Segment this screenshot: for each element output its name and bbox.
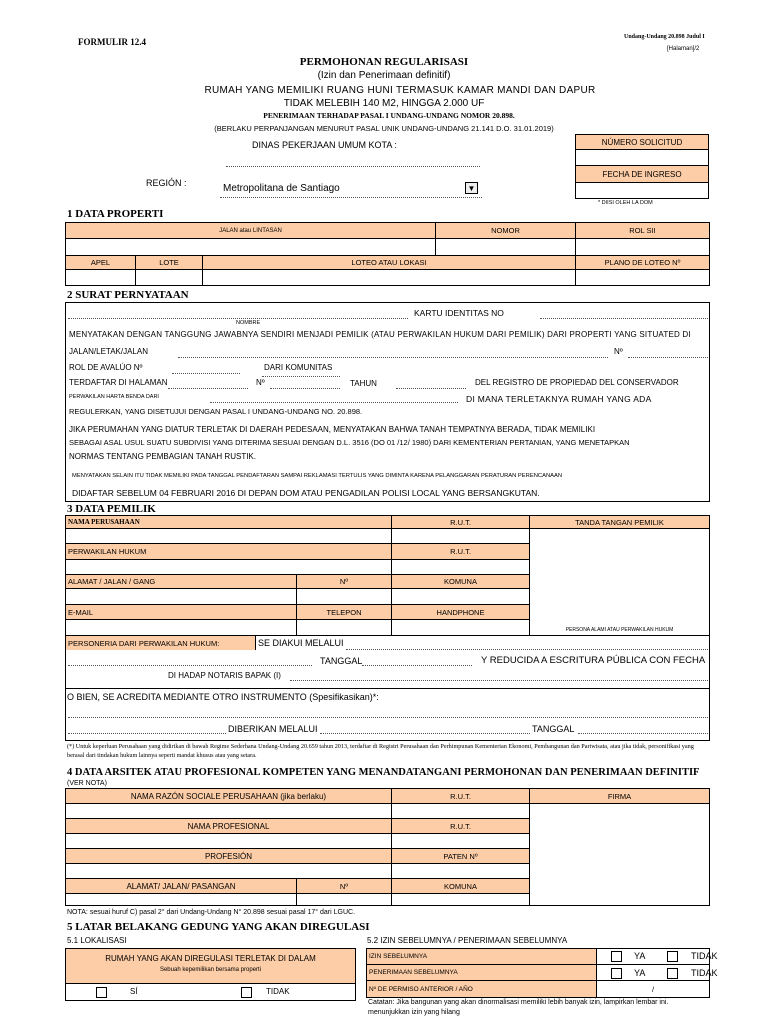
rol-avaluo-line[interactable] [172,373,240,374]
rol-avaluo-label: ROL DE AVALÚO Nº [69,363,143,372]
nama-profesional-field[interactable] [66,834,392,849]
apel-field[interactable] [66,270,136,285]
form-subtitle: (Izin dan Penerimaan definitif) [317,70,451,81]
page-number: [Halaman]/2 [667,46,700,52]
alamat-header-4: ALAMAT/ JALAN/ PASANGAN [66,879,297,894]
kartu-label: KARTU IDENTITAS NO [414,308,504,318]
diisi-note: * DIISI OLEH LA DOM [598,200,653,206]
terdaftar-label: TERDAFTAR DI HALAMAN [69,378,168,387]
komuna-header-4: KOMUNA [392,879,530,894]
perwakilan-label: PERWAKILAN HARTA BENDA DARI [69,394,159,400]
rut-header: R.U.T. [392,516,530,529]
rut2-field-4[interactable] [392,834,530,849]
jika-text-2: SEBAGAI ASAL USUL SUATU SUBDIVISI YANG DITERIMA SESUAI DENGAN D.L. 3516 (DO 01 /12/ 1980) DARI KEMENTERIAN PERTANIAN, YANG MENETAPKAN [69,438,630,447]
komuna-field-4[interactable] [392,894,530,905]
property-table [65,222,710,286]
kepemilikan-label: Sebuah kepemilikan bersama properti [159,967,262,973]
kartu-line[interactable] [540,318,708,319]
no2-line[interactable] [270,388,340,389]
didaftar-text: DIDAFTAR SEBELUM 04 FEBRUARI 2016 DI DEPAN DOM ATAU PENGADILAN POLISI LOCAL YANG BERSANGKUTAN. [72,488,540,498]
owner-table [65,515,710,741]
diakui-label: SE DIAKUI MELALUI [258,638,344,648]
instrumento-line[interactable] [68,717,708,718]
izin-tidak-checkbox[interactable] [667,951,678,962]
lokalisasi-box [65,948,356,984]
catatan-line-2: menunjukkan izin yang hilang [368,1009,460,1016]
penerimaan-tidak-checkbox[interactable] [667,968,678,979]
catatan-line-1: Catatan: Jika bangunan yang akan dinormalisasi memiliki lebih banyak izin, lampirkan lembar ini. [368,999,669,1006]
obien-label: O BIEN, SE ACREDITA MEDIANTE OTRO INSTRUMENTO (Spesifikasikan)*: [67,692,379,702]
region-label: REGIÓN : [146,178,187,188]
numero-solicitud-field[interactable] [575,149,709,166]
lote-field[interactable] [136,270,203,285]
rol-header: ROL SII [576,223,709,239]
jika-text-1: JIKA PERUMAHAN YANG DIATUR TERLETAK DI DAERAH PEDESAAN, MENYATAKAN BAHWA TANAH TEMPATNYA BERADA, TIDAK MEMILIKI [69,425,596,434]
no-header: Nº [297,575,392,589]
alamat-field-4[interactable] [66,894,297,905]
divider [65,688,710,689]
form-id: FORMULIR 12.4 [78,37,146,47]
declaration-text-1: MENYATAKAN DENGAN TANGGUNG JAWABNYA SENDIRI MENJADI PEMILIK (ATAU PERWAKILAN HUKUM DARI PEMILIK) DARI PROPERTI YANG SITUATED DI [69,330,691,339]
handphone-field[interactable] [392,620,530,636]
tanggal-line[interactable] [362,665,472,666]
komuna-field[interactable] [392,589,530,605]
permiso-label: Nº DE PERMISO ANTERIOR / AÑO [367,981,597,997]
telepon-header: TELEPON [297,605,392,620]
permiso-field[interactable] [597,981,709,997]
nama-perusahaan-field[interactable] [66,529,392,544]
personeria-header: PERSONERIA DARI PERWAKILAN HUKUM: [66,636,256,650]
diberikan-line-a[interactable] [68,733,226,734]
plano-header: PLANO DE LOTEO Nº [576,256,709,270]
telepon-field[interactable] [297,620,392,636]
no-label: Nº [614,347,623,356]
izin-ya-label: YA [634,951,646,961]
rut-header-4: R.U.T. [392,789,530,804]
perwakilan-hukum-header: PERWAKILAN HUKUM [66,544,392,560]
handphone-header: HANDPHONE [392,605,530,620]
alamat-field[interactable] [66,589,297,605]
izin-label: IZIN SEBELUMNYA [367,949,597,965]
regime-note: (*) Untuk keperluan Perusahaan yang didirikan di bawah Regime Sederhana Undang-Undang 20.659 tahun 2013, terdaftar di Registri Perusahaan dan Perhimpunan Kementerian Ekonomi, Pembangunan dan Pariwisata, atau jika tidak, personifikasi yang berasal dari tindakan hukum lainnya seperti mandat khusus atau yang setara. [67,743,694,759]
nama-razon-field[interactable] [66,804,392,819]
rut2-header: R.U.T. [392,544,530,560]
menyatakan-text: MENYATAKAN SELAIN ITU TIDAK MEMILIKI PADA TANGGAL PENDAFTARAN SAMPAI REKLAMASI TERTULIS YANG DIMINTA KARENA PELANGGARAN PERATURAN PERENCANAAN [72,473,563,479]
numero-solicitud-label: NÚMERO SOLICITUD [575,134,709,150]
perwakilan-hukum-field[interactable] [66,560,392,575]
law-reference: Undang-Undang 20.898 Judul I [624,34,705,40]
chevron-down-icon[interactable]: ▼ [465,182,478,194]
penerimaan-ya-label: YA [634,968,646,978]
no-field-4[interactable] [297,894,392,905]
nomor-header: NOMOR [436,223,576,239]
komunitas-line[interactable] [262,376,340,377]
si-label: SÍ [130,987,138,996]
header-line-1: RUMAH YANG MEMILIKI RUANG HUNI TERMASUK KAMAR MANDI DAN DAPUR [204,85,596,96]
header-line-3: PENERIMAAN TERHADAP PASAL I UNDANG-UNDANG NOMOR 20.898. [263,111,515,120]
header-line-2: TIDAK MELEBIH 140 M2, HINGGA 2.000 UF [283,98,485,109]
section-1-title: 1 DATA PROPERTI [67,208,164,220]
plano-field[interactable] [576,270,709,285]
lokalisasi-options [65,983,356,1001]
jalan-label: JALAN/LETAK/JALAN [69,347,148,356]
paten-field[interactable] [392,864,530,879]
architect-table [65,788,710,906]
dinas-label: DINAS PEKERJAAN UMUM KOTA : [252,140,397,150]
signature-field[interactable] [530,529,709,636]
diberikan-label: DIBERIKAN MELALUI [228,724,318,734]
tahun-label: TAHUN [350,379,377,388]
tahun-line[interactable] [396,388,466,389]
tanggal2-line[interactable] [578,733,708,734]
nama-razon-header: NAMA RAZÓN SOCIALE PERUSAHAAN (jika berlaku) [66,789,392,804]
regulerkan-text: REGULERKAN, YANG DISETUJUI DENGAN PASAL I UNDANG-UNDANG NO. 20.898. [69,407,363,416]
perwakilan-line[interactable] [210,402,458,403]
rut-field[interactable] [392,529,530,544]
header-line-4: (BERLAKU PERPANJANGAN MENURUT PASAL UNIK UNDANG-UNDANG 21.141 D.O. 31.01.2019) [214,124,554,133]
rol-field[interactable] [576,239,709,256]
firma-header: FIRMA [530,789,709,804]
lokalisasi-subtitle: 5.1 LOKALISASI [67,936,127,945]
diakui-line[interactable] [346,649,708,650]
region-select[interactable]: Metropolitana de Santiago [223,183,340,194]
dimana-label: DI MANA TERLETAKNYA RUMAH YANG ADA [466,394,652,404]
personeria-line[interactable] [68,665,312,666]
tanggal-label: TANGGAL [320,656,363,666]
paten-header: PATEN Nº [392,849,530,864]
rut2-field[interactable] [392,560,530,575]
registro-label: DEL REGISTRO DE PROPIEDAD DEL CONSERVADOR [475,378,679,387]
profesion-header: PROFESIÓN [66,849,392,864]
diberikan-line[interactable] [320,733,530,734]
izin-tidak-label: TIDAK [691,951,718,961]
no-field[interactable] [297,589,392,605]
komunitas-label: DARI KOMUNITAS [264,363,333,372]
loteo-field[interactable] [203,270,576,285]
section-2-title: 2 SURAT PERNYATAAN [67,289,189,301]
apel-header: APEL [66,256,136,270]
nama-perusahaan-header: NAMA PERUSAHAAN [66,516,392,529]
tidak-checkbox[interactable] [241,987,252,998]
nombre-line[interactable] [68,318,408,319]
reducida-label: Y REDUCIDA A ESCRITURA PÚBLICA CON FECHA [481,655,706,666]
tanda-tangan-header: TANDA TANGAN PEMILIK [530,516,709,529]
dinas-line[interactable] [226,166,480,167]
izin-subtitle: 5.2 IZIN SEBELUMNYA / PENERIMAAN SEBELUMNYA [367,936,568,945]
loteo-header: LOTEO ATAU LOKASI [203,256,576,270]
izin-ya-checkbox[interactable] [611,951,622,962]
nombre-label: NOMBRE [236,320,261,326]
no-header-4: Nº [297,879,392,894]
permiso-slash: / [651,984,655,994]
ver-nota: (VER NOTA) [67,780,107,787]
section-4-title: 4 DATA ARSITEK ATAU PROFESIONAL KOMPETEN YANG MENANDATANGANI PERMOHONAN DAN PENERIMAAN DEFINITIF [67,767,700,778]
section-3-title: 3 DATA PEMILIK [67,503,156,515]
nomor-field[interactable] [436,239,576,256]
nota-text: NOTA: sesuai huruf C) pasal 2° dari Undang-Undang N° 20.898 sesuai pasal 17° dari LGUC. [67,909,356,916]
nama-profesional-header: NAMA PROFESIONAL [66,819,392,834]
izin-table [366,948,710,998]
no2-label: Nº [256,378,265,387]
si-checkbox[interactable] [96,987,107,998]
form-title: PERMOHONAN REGULARISASI [299,56,469,68]
penerimaan-tidak-label: TIDAK [691,968,718,978]
halaman-line[interactable] [168,388,248,389]
alamat-header: ALAMAT / JALAN / GANG [66,575,297,589]
section-5-title: 5 LATAR BELAKANG GEDUNG YANG AKAN DIREGULASI [67,921,370,933]
rut2-header-4: R.U.T. [392,819,530,834]
no-line[interactable] [628,357,708,358]
penerimaan-ya-checkbox[interactable] [611,968,622,979]
email-header: E-MAIL [66,605,297,620]
jika-text-3: NORMAS TENTANG PEMBAGIAN TANAH RUSTIK. [69,452,256,461]
fecha-ingreso-label: FECHA DE INGRESO [575,165,709,183]
persona-label: PERSONA ALAMI ATAU PERWAKILAN HUKUM [565,627,674,633]
email-field[interactable] [66,620,297,636]
penerimaan-label: PENERIMAAN SEBELUMNYA [367,965,597,981]
komuna-header: KOMUNA [392,575,530,589]
tanggal2-label: TANGGAL [532,724,575,734]
fecha-ingreso-field[interactable] [575,182,709,199]
jalan-field[interactable] [66,239,436,256]
lote-header: LOTE [136,256,203,270]
region-underline [220,197,482,198]
tidak-label: TIDAK [266,987,290,996]
rut-field-4[interactable] [392,804,530,819]
notaris-label: DI HADAP NOTARIS BAPAK (I) [168,671,281,680]
rumah-label: RUMAH YANG AKAN DIREGULASI TERLETAK DI DALAM [105,954,316,963]
jalan-header: JALAN atau LINTASAN [66,223,436,239]
firma-field[interactable] [530,804,709,905]
profesion-field[interactable] [66,864,392,879]
notaris-line[interactable] [290,680,708,681]
jalan-line[interactable] [178,357,608,358]
